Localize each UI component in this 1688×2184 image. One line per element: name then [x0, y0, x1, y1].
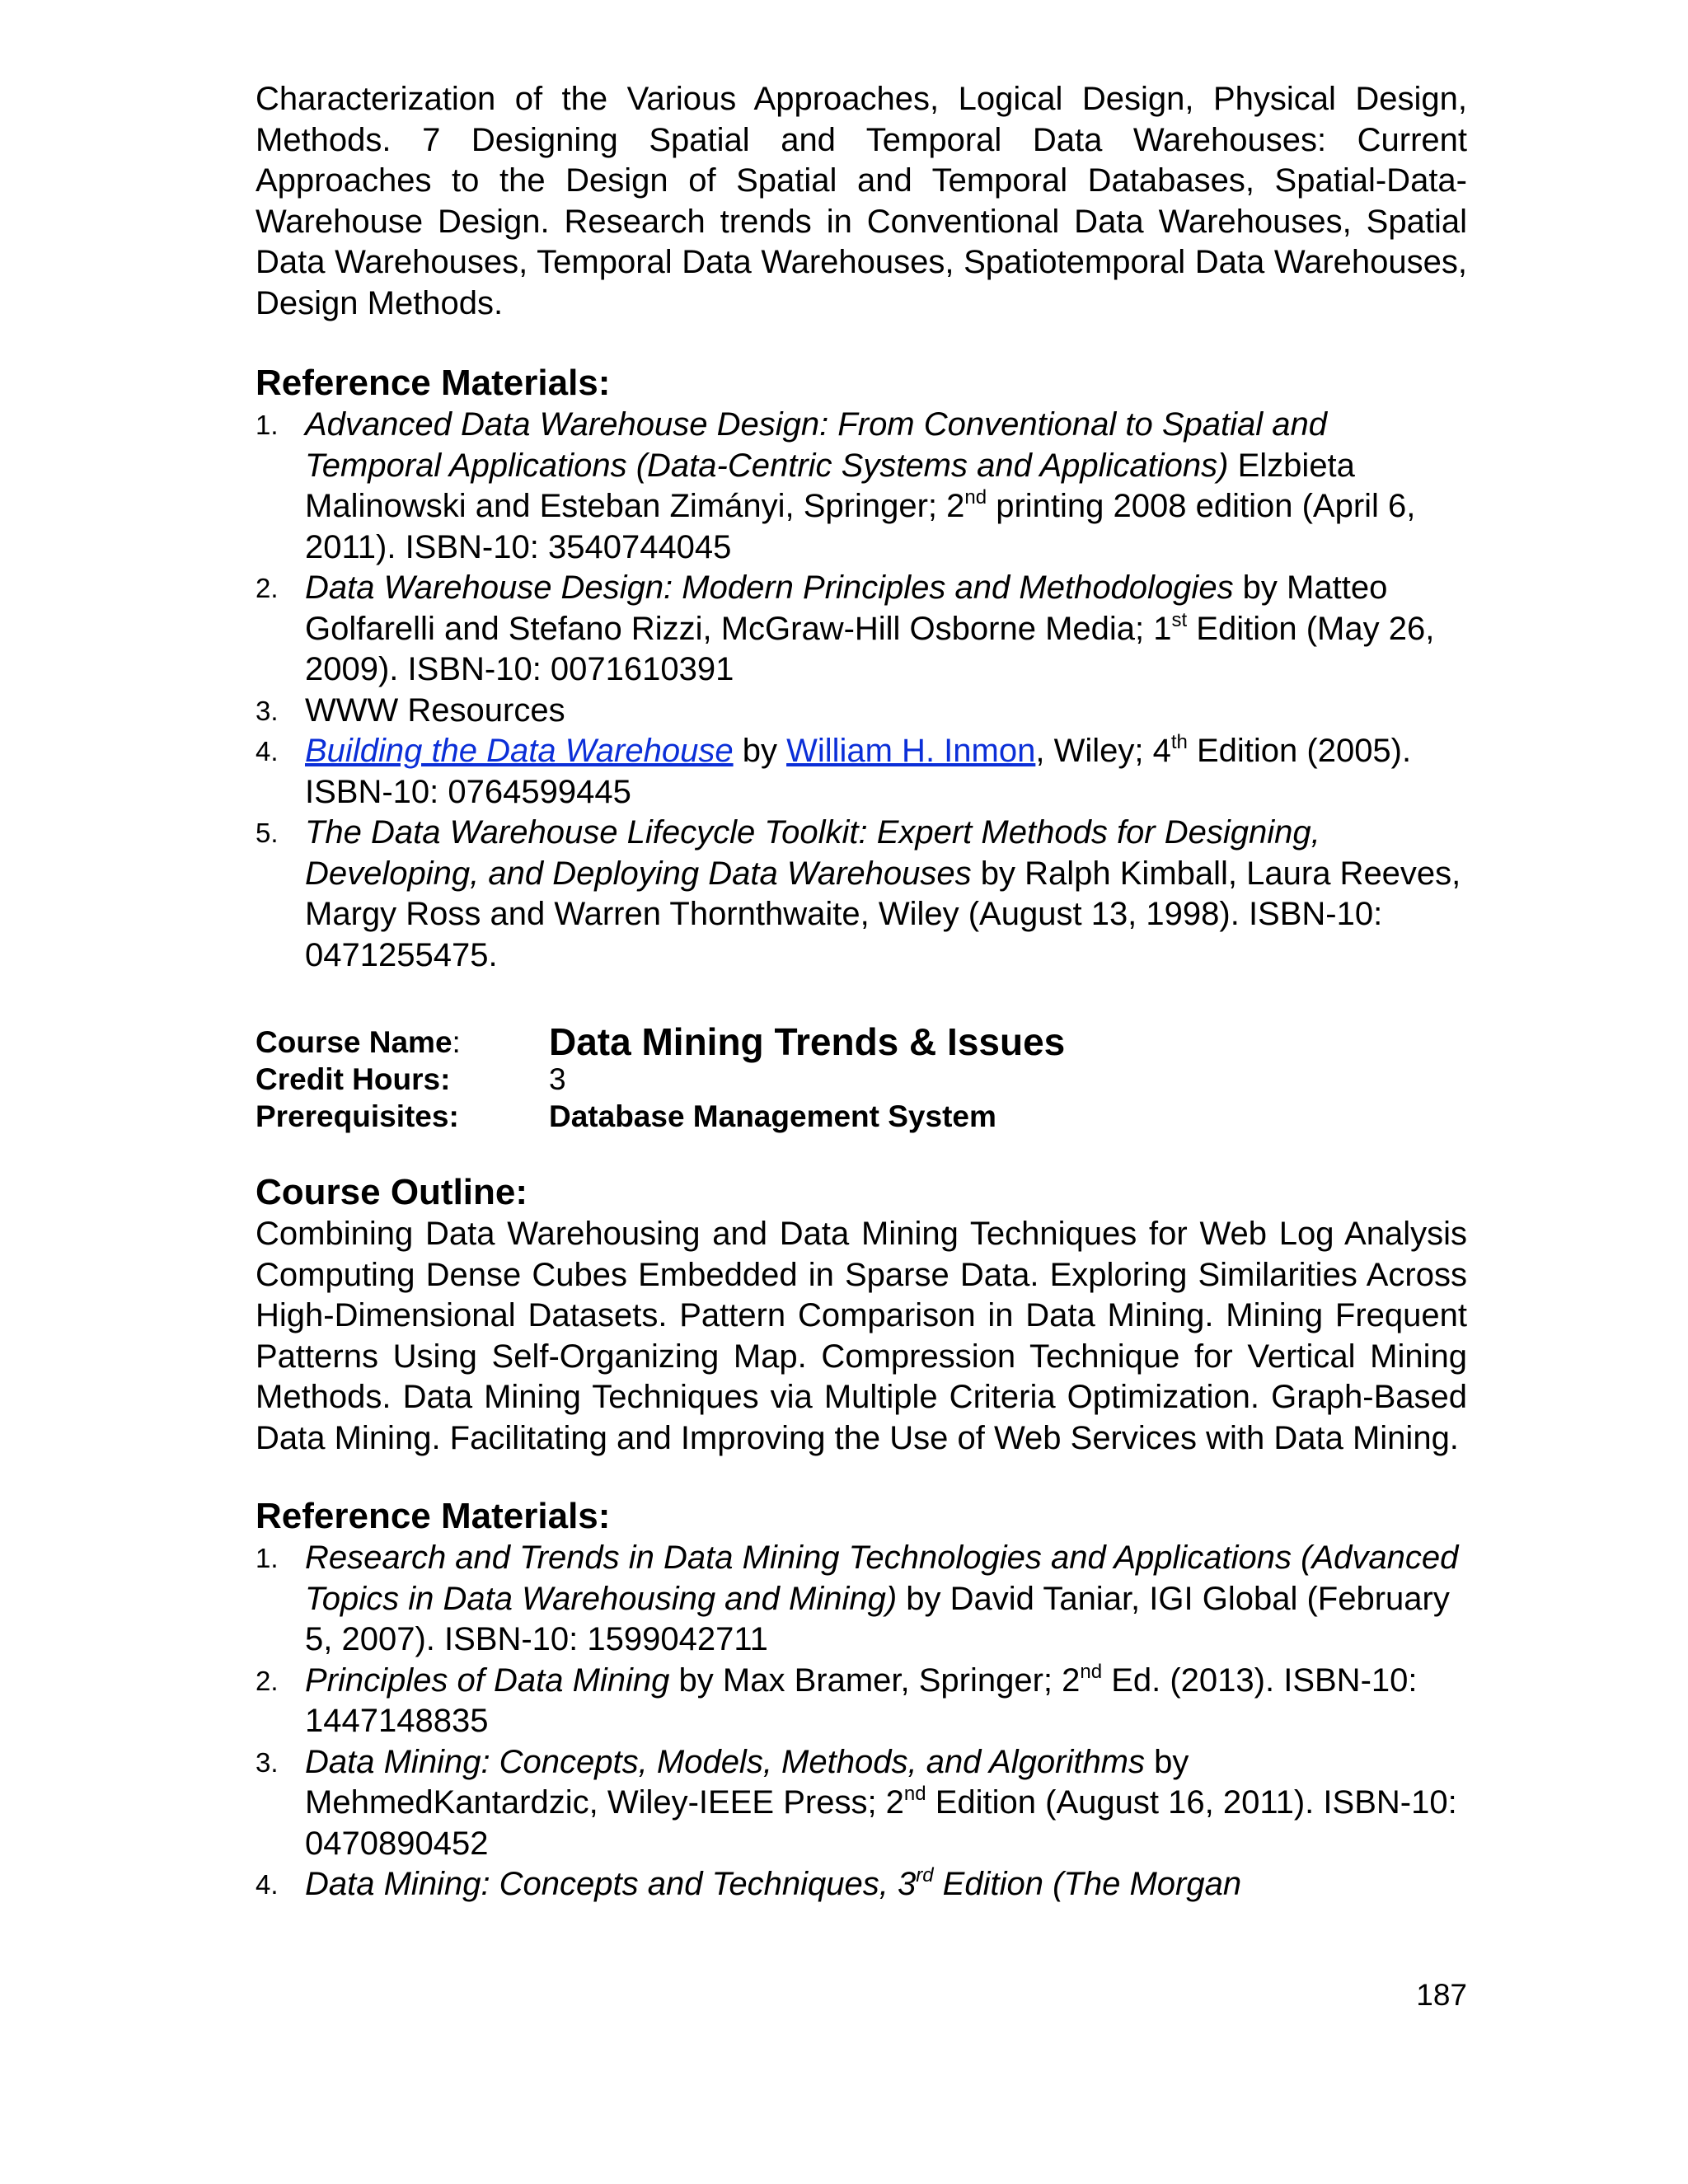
course-outline-heading: Course Outline: — [256, 1172, 528, 1212]
reference-title: Edition (The Morgan — [933, 1866, 1242, 1902]
ordinal-suffix: nd — [964, 486, 987, 509]
reference-item — [256, 813, 1467, 976]
reference-details: WWW Resources — [305, 691, 565, 729]
course-outline-text: Combining Data Warehousing and Data Mining Techniques for Web Log Analysis Computing Dense Cubes Embedded in Sparse Data. Exploring Similarities Across High-Dimensional Datasets. Pattern Comparison in Data Mining. Mining Frequent Patterns Using Self-Organizing Map. Compression Technique for Vertical Mining Methods. Data Mining Techniques via Multiple Criteria Optimization. Graph-Based Data Mining. Facilitating and Improving the Use of Web Services with Data Mining. — [256, 1216, 1467, 1456]
reference-details: Elzbieta Malinowski and Esteban Zimányi, Springer; 2 — [305, 447, 1355, 524]
reference-details: Edition (May 26, 2009). ISBN-10: 0071610391 — [305, 610, 1435, 687]
reference-item — [256, 731, 1467, 813]
page-number: 187 — [1416, 1978, 1467, 2012]
list-number: 4. — [256, 1869, 279, 1900]
list-number: 2. — [256, 573, 279, 603]
reference-details: by David Taniar, IGI Global (February 5, 2007). ISBN-10: 1599042711 — [305, 1580, 1450, 1657]
reference-title: Advanced Data Warehouse Design: From Conventional to Spatial and Temporal Applications (Data-Centric Systems and Applications) — [305, 406, 1327, 484]
document-page — [256, 79, 1467, 1905]
reference-details: by Max Bramer, Springer; 2 — [669, 1661, 1081, 1699]
prerequisites-label: Prerequisites: — [256, 1099, 459, 1133]
reference-details: by — [733, 733, 787, 769]
author-link[interactable]: William H. Inmon — [786, 733, 1036, 769]
course-name-colon: : — [452, 1025, 461, 1059]
reference-details: by Matteo Golfarelli and Stefano Rizzi, McGraw-Hill Osborne Media; 1 — [305, 569, 1388, 647]
reference-item — [256, 1538, 1467, 1661]
reference-details: Edition (2005). ISBN-10: 0764599445 — [305, 733, 1412, 810]
ordinal-suffix: rd — [916, 1864, 934, 1886]
reference-title: Data Mining: Concepts and Techniques, 3 — [305, 1866, 917, 1902]
list-number: 3. — [256, 1746, 279, 1778]
reference-details: by Ralph Kimball, Laura Reeves, Margy Ross and Warren Thornthwaite, Wiley (August 13, 1998). ISBN-10: 0471255475. — [305, 855, 1461, 973]
reference-item — [256, 1661, 1467, 1742]
reference-title: Data Mining: Concepts, Models, Methods, and Algorithms — [305, 1743, 1146, 1780]
credit-hours-label: Credit Hours: — [256, 1062, 451, 1096]
reference-details: Ed. (2013). ISBN-10: 1447148835 — [305, 1661, 1418, 1739]
prerequisites-value: Database Management System — [549, 1099, 996, 1133]
ordinal-suffix: nd — [903, 1783, 926, 1805]
book-title-link[interactable]: Building the Data Warehouse — [305, 733, 734, 769]
reference-details: printing 2008 edition (April 6, 2011). ISBN-10: 3540744045 — [305, 488, 1416, 565]
list-number: 3. — [256, 695, 279, 726]
course-info — [256, 1020, 1467, 1135]
reference-title: Research and Trends in Data Mining Technologies and Applications (Advanced Topics in Data Warehousing and Mining) — [305, 1540, 1459, 1617]
reference-details: , Wiley; 4 — [1035, 733, 1171, 769]
reference-item — [256, 1742, 1467, 1865]
credit-hours-value: 3 — [549, 1062, 566, 1096]
reference-title: Data Warehouse Design: Modern Principles and Methodologies — [305, 569, 1234, 606]
reference-details: Edition (August 16, 2011). ISBN-10: 0470890452 — [305, 1784, 1457, 1862]
course-name-label-text: Course Name — [256, 1025, 452, 1059]
list-number: 1. — [256, 1543, 279, 1573]
course-name-label — [256, 1024, 549, 1061]
reference-list — [256, 1538, 1467, 1905]
intro-paragraph: Characterization of the Various Approaches, Logical Design, Physical Design, Methods. 7 Designing Spatial and Temporal Data Warehouses: Current Approaches to the Design of Spatial and Temporal Databases, Spatial-Data-Warehouse Design. Research trends in Conventional Data Warehouses, Spatial Data Warehouses, Temporal Data Warehouses, Spatiotemporal Data Warehouses, Design Methods. — [256, 81, 1467, 321]
reference-materials-heading: Reference Materials: — [256, 1496, 611, 1536]
reference-item — [256, 691, 1467, 732]
list-number: 1. — [256, 410, 279, 440]
reference-title: The Data Warehouse Lifecycle Toolkit: Expert Methods for Designing, Developing, and Deploying Data Warehouses — [305, 814, 1320, 892]
list-number: 5. — [256, 818, 279, 848]
course-name-value: Data Mining Trends & Issues — [549, 1020, 1066, 1063]
list-number: 2. — [256, 1665, 279, 1696]
reference-item — [256, 405, 1467, 568]
reference-list — [256, 405, 1467, 976]
reference-details: by MehmedKantardzic, Wiley-IEEE Press; 2 — [305, 1743, 1189, 1821]
reference-item — [256, 568, 1467, 691]
reference-materials-heading: Reference Materials: — [256, 363, 611, 403]
list-number: 4. — [256, 736, 279, 766]
reference-title: Principles of Data Mining — [305, 1661, 670, 1699]
ordinal-suffix: nd — [1080, 1660, 1103, 1683]
ordinal-suffix: th — [1170, 731, 1188, 753]
ordinal-suffix: st — [1171, 608, 1188, 631]
reference-item — [256, 1864, 1467, 1905]
